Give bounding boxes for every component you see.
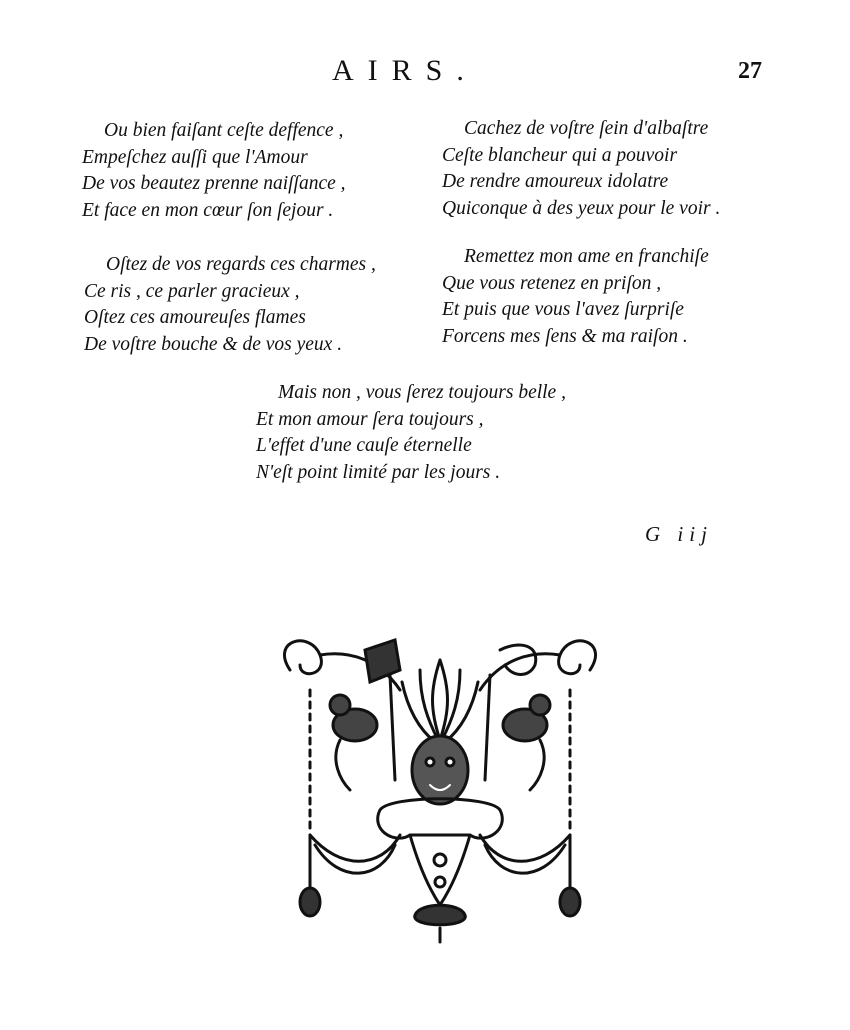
verse-line: Ce ris , ce parler gracieux ,: [84, 280, 300, 302]
verse-line: Forcens mes ſens & ma raiſon .: [442, 325, 688, 347]
stanza-3: [84, 252, 376, 358]
verse-line: De vos beautez prenne naiſſance ,: [82, 173, 346, 194]
verse-line: N'eſt point limité par les jours .: [256, 461, 501, 483]
page-number: 27: [738, 58, 762, 84]
stanza-5: [256, 380, 566, 486]
verse-line: Mais non , vous ſerez toujours belle ,: [278, 382, 566, 403]
verse-line: Ceſte blancheur qui a pouvoir: [442, 144, 678, 166]
verse-line: Empeſchez auſſi que l'Amour: [82, 146, 308, 168]
verse-line: L'effet d'une cauſe éternelle: [256, 435, 472, 456]
verse-line: Quiconque à des yeux pour le voir .: [442, 197, 721, 219]
page-title: AIRS.: [332, 54, 478, 87]
verse-line: Que vous retenez en priſon ,: [442, 272, 662, 294]
verse-line: Et face en mon cœur ſon ſejour .: [82, 199, 334, 221]
verse-line: Remettez mon ame en franchiſe: [464, 246, 709, 267]
verse-line: Et puis que vous l'avez ſurpriſe: [442, 299, 684, 320]
verse-line: Et mon amour ſera toujours ,: [256, 408, 484, 430]
verse-line: De rendre amoureux idolatre: [442, 171, 669, 192]
verse-line: De voſtre bouche & de vos yeux .: [84, 333, 343, 355]
verse-line: Ou bien faiſant ceſte deffence ,: [104, 120, 344, 141]
stanza-2: [442, 116, 720, 222]
verse-line: Cachez de voſtre ſein d'albaſtre: [464, 118, 709, 139]
stanza-4: [442, 244, 709, 350]
verse-line: Oſtez de vos regards ces charmes ,: [106, 254, 376, 275]
verse-line: Oſtez ces amoureuſes flames: [84, 307, 306, 328]
stanza-1: [82, 118, 346, 224]
baroque-ornament-icon: [270, 630, 610, 950]
signature-mark: G iij: [645, 522, 713, 546]
